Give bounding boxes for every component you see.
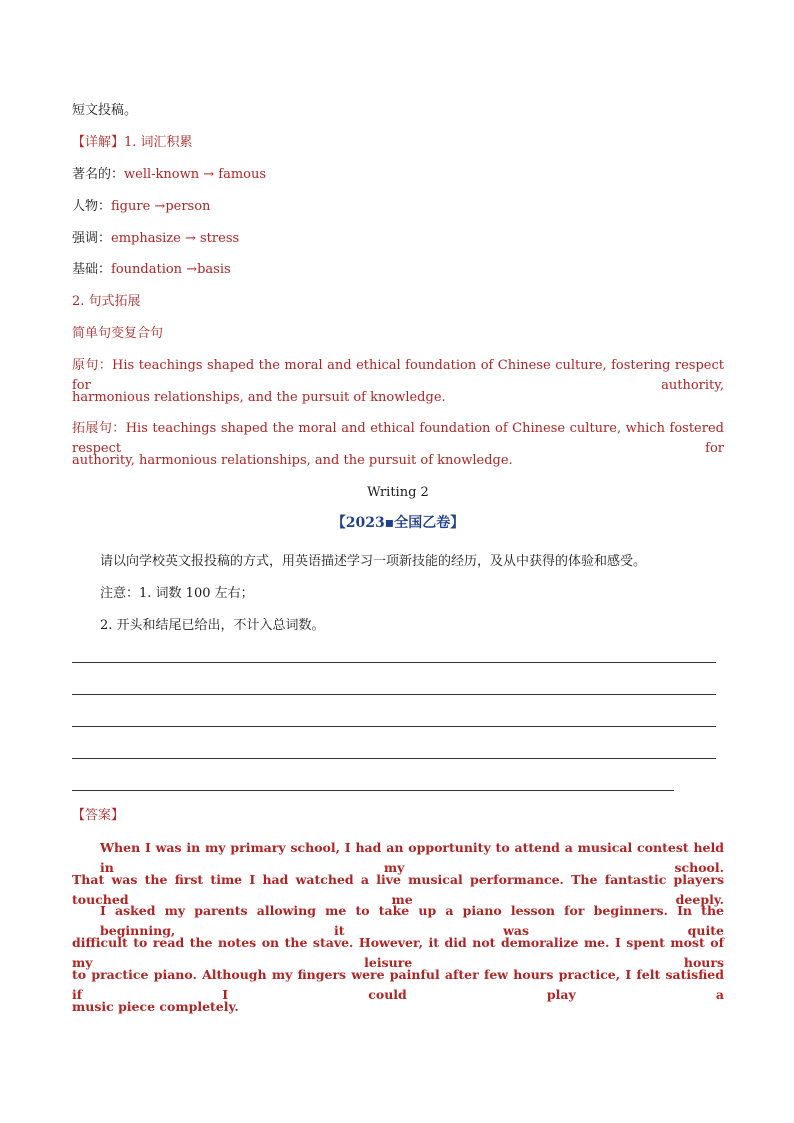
vocab-cn: 强调： <box>72 231 112 246</box>
vocab-item <box>72 260 724 280</box>
vocab-cn: 人物： <box>72 199 112 214</box>
detail-heading <box>72 133 724 153</box>
answer-p2-line2: difficult to read the notes on the stave. However, it did not demoralize me. I spent most of my leisure hours <box>72 935 724 970</box>
detail-heading-rest: 1. 词汇积累 <box>124 135 193 150</box>
vocab-item <box>72 165 724 185</box>
expanded-label: 拓展句： <box>72 421 126 436</box>
writing-title: Writing 2 <box>367 485 429 500</box>
section-2-heading: 2. 句式拓展 <box>72 294 141 309</box>
vocab-cn: 著名的： <box>72 167 125 182</box>
writing-line <box>72 726 716 727</box>
writing-line <box>72 662 716 663</box>
vocab-en: foundation →basis <box>111 262 231 277</box>
answer-p2-line4: music piece completely. <box>72 999 239 1014</box>
answer-p2-line1: I asked my parents allowing me to take up a piano lesson for beginners. In the beginning, it was quite <box>100 903 724 938</box>
vocab-en: emphasize → stress <box>111 231 240 246</box>
note-1: 注意：1. 词数 100 左右； <box>100 586 254 601</box>
task-prompt: 请以向学校英文报投稿的方式，用英语描述学习一项新技能的经历，及从中获得的体验和感受。 <box>100 554 647 569</box>
answer-heading: 【答案】 <box>72 808 125 823</box>
vocab-item <box>72 229 724 249</box>
vocab-item <box>72 197 724 217</box>
expanded-text: His teachings shaped the moral and ethical foundation of Chinese culture, which fostered respect for <box>72 421 724 456</box>
subheading: 简单句变复合句 <box>72 326 164 341</box>
vocab-en: figure →person <box>111 199 211 214</box>
answer-p1-line1: When I was in my primary school, I had an opportunity to attend a musical contest held in my school. <box>100 840 724 875</box>
original-sentence-line2: harmonious relationships, and the pursuit of knowledge. <box>72 390 446 405</box>
writing-line <box>72 758 716 759</box>
writing-line <box>72 694 716 695</box>
writing-line <box>72 790 674 791</box>
detail-bracket: 【详解】 <box>72 135 125 150</box>
original-text: His teachings shaped the moral and ethical foundation of Chinese culture, fostering respect for authority, <box>72 358 724 393</box>
note-2: 2. 开头和结尾已给出，不计入总词数。 <box>100 618 325 633</box>
exam-title: 【2023▪全国乙卷】 <box>331 515 465 531</box>
expanded-sentence-line2: authority, harmonious relationships, and the pursuit of knowledge. <box>72 453 513 468</box>
original-label: 原句： <box>72 358 113 373</box>
vocab-en: well-known → famous <box>124 167 267 182</box>
vocab-cn: 基础： <box>72 262 112 277</box>
answer-p1-line2: That was the first time I had watched a live musical performance. The fantastic players touched me deeply. <box>72 872 724 907</box>
intro-text: 短文投稿。 <box>72 103 138 118</box>
answer-p2-line3: to practice piano. Although my fingers were painful after few hours practice, I felt satisfied if I could play a <box>72 967 724 1002</box>
